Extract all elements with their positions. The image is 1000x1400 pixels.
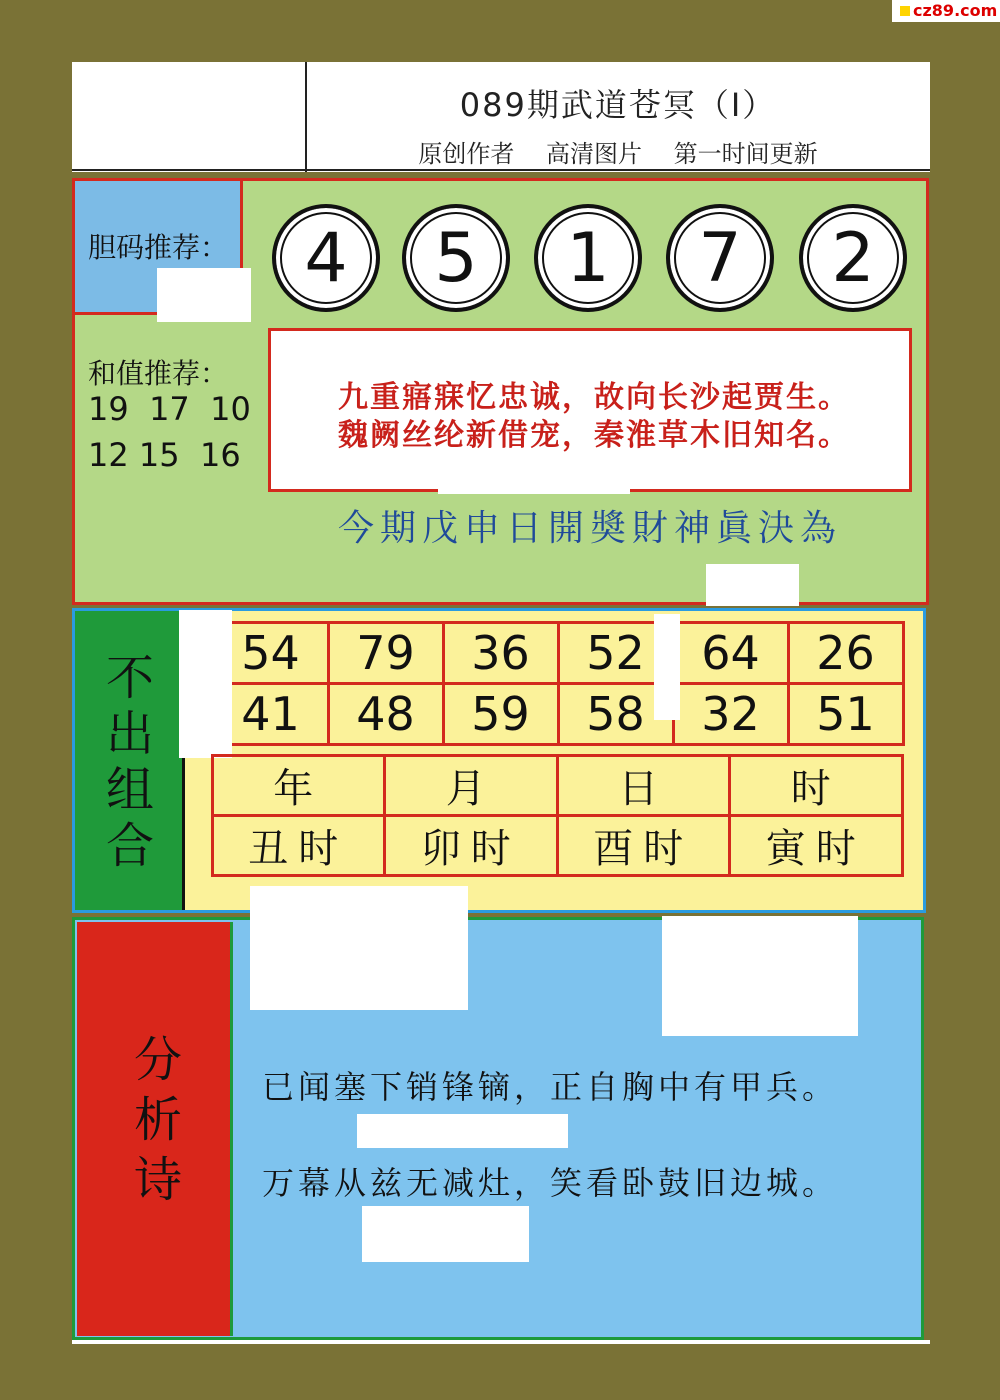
number-cell: 41 — [212, 682, 330, 746]
number-cell: 79 — [327, 621, 445, 685]
hezhi-row-1 — [88, 390, 251, 428]
site-badge — [892, 0, 1000, 22]
subtitle-update: 第一时间更新 — [673, 140, 818, 168]
fenxi-char: 分 — [133, 1032, 182, 1088]
dan-ball: 1 — [534, 204, 642, 312]
redaction-block — [357, 1114, 568, 1148]
subtitle-author: 原创作者 — [418, 140, 515, 168]
header-divider — [305, 62, 307, 172]
number-cell: 51 — [787, 682, 905, 746]
hezhi-label: 和值推荐： — [88, 357, 229, 390]
number-cell: 64 — [672, 621, 790, 685]
buchu-char: 合 — [105, 818, 154, 874]
hezhi-value: 17 — [149, 390, 190, 428]
number-grid — [213, 622, 903, 744]
redaction-block — [438, 460, 630, 494]
dan-label: 胆码推荐： — [88, 231, 229, 264]
slogan: 今期戊申日開奬財神眞決為 — [337, 508, 842, 549]
number-cell: 58 — [557, 682, 675, 746]
buchu-char: 不 — [105, 650, 154, 706]
redaction-block — [654, 614, 680, 720]
site-badge-text: cz89.com — [913, 1, 998, 20]
hezhi-value: 15 — [138, 436, 180, 474]
number-cell: 52 — [557, 621, 675, 685]
buchu-label — [100, 650, 160, 874]
subtitle — [308, 134, 928, 169]
header-baseline — [72, 169, 930, 171]
time-value: 酉时 — [556, 814, 732, 877]
hezhi-value: 16 — [199, 436, 241, 474]
number-cell: 32 — [672, 682, 790, 746]
fenxi-label — [128, 1030, 188, 1210]
redaction-block — [250, 886, 468, 1010]
time-value: 卯时 — [383, 814, 559, 877]
dan-ball: 5 — [402, 204, 510, 312]
dan-ball: 4 — [272, 204, 380, 312]
redaction-block — [179, 610, 232, 758]
number-cell: 36 — [442, 621, 560, 685]
hezhi-value: 10 — [210, 390, 251, 428]
time-value: 丑时 — [211, 814, 387, 877]
time-header: 月 — [383, 754, 559, 817]
analysis-line-2: 万幕从兹无减灶，笑看卧鼓旧边城。 — [262, 1164, 839, 1202]
fenxi-char: 诗 — [133, 1152, 182, 1208]
number-cell: 54 — [212, 621, 330, 685]
number-cell: 59 — [442, 682, 560, 746]
bottom-strip — [72, 1340, 930, 1344]
subtitle-hd: 高清图片 — [546, 140, 642, 168]
time-header: 年 — [211, 754, 387, 817]
fenxi-char: 析 — [133, 1092, 182, 1148]
buchu-char: 出 — [105, 706, 154, 762]
redaction-block — [706, 564, 799, 606]
header-panel — [72, 62, 930, 172]
buchu-char: 组 — [105, 762, 154, 818]
time-header: 日 — [556, 754, 732, 817]
issue-title: 089期武道苍冥（Ⅰ） — [459, 86, 777, 124]
time-grid — [212, 755, 902, 872]
hezhi-value: 19 — [88, 390, 129, 428]
time-header: 时 — [728, 754, 904, 817]
dan-ball: 2 — [799, 204, 907, 312]
redaction-block — [157, 268, 251, 322]
number-cell: 48 — [327, 682, 445, 746]
cangtou-line-1: 九重寤寐忆忠诚，故向长沙起贾生。 — [338, 380, 850, 415]
badge-square-icon — [900, 6, 910, 16]
hezhi-row-2 — [88, 436, 241, 474]
redaction-block — [362, 1206, 529, 1262]
number-cell: 26 — [787, 621, 905, 685]
dan-ball: 7 — [666, 204, 774, 312]
hezhi-value: 12 — [88, 436, 129, 474]
analysis-line-1: 已闻塞下销锋镝，正自胸中有甲兵。 — [262, 1068, 839, 1106]
redaction-block — [662, 916, 858, 1036]
cangtou-line-2: 魏阙丝纶新借宠，秦淮草木旧知名。 — [338, 418, 850, 453]
time-value: 寅时 — [728, 814, 904, 877]
